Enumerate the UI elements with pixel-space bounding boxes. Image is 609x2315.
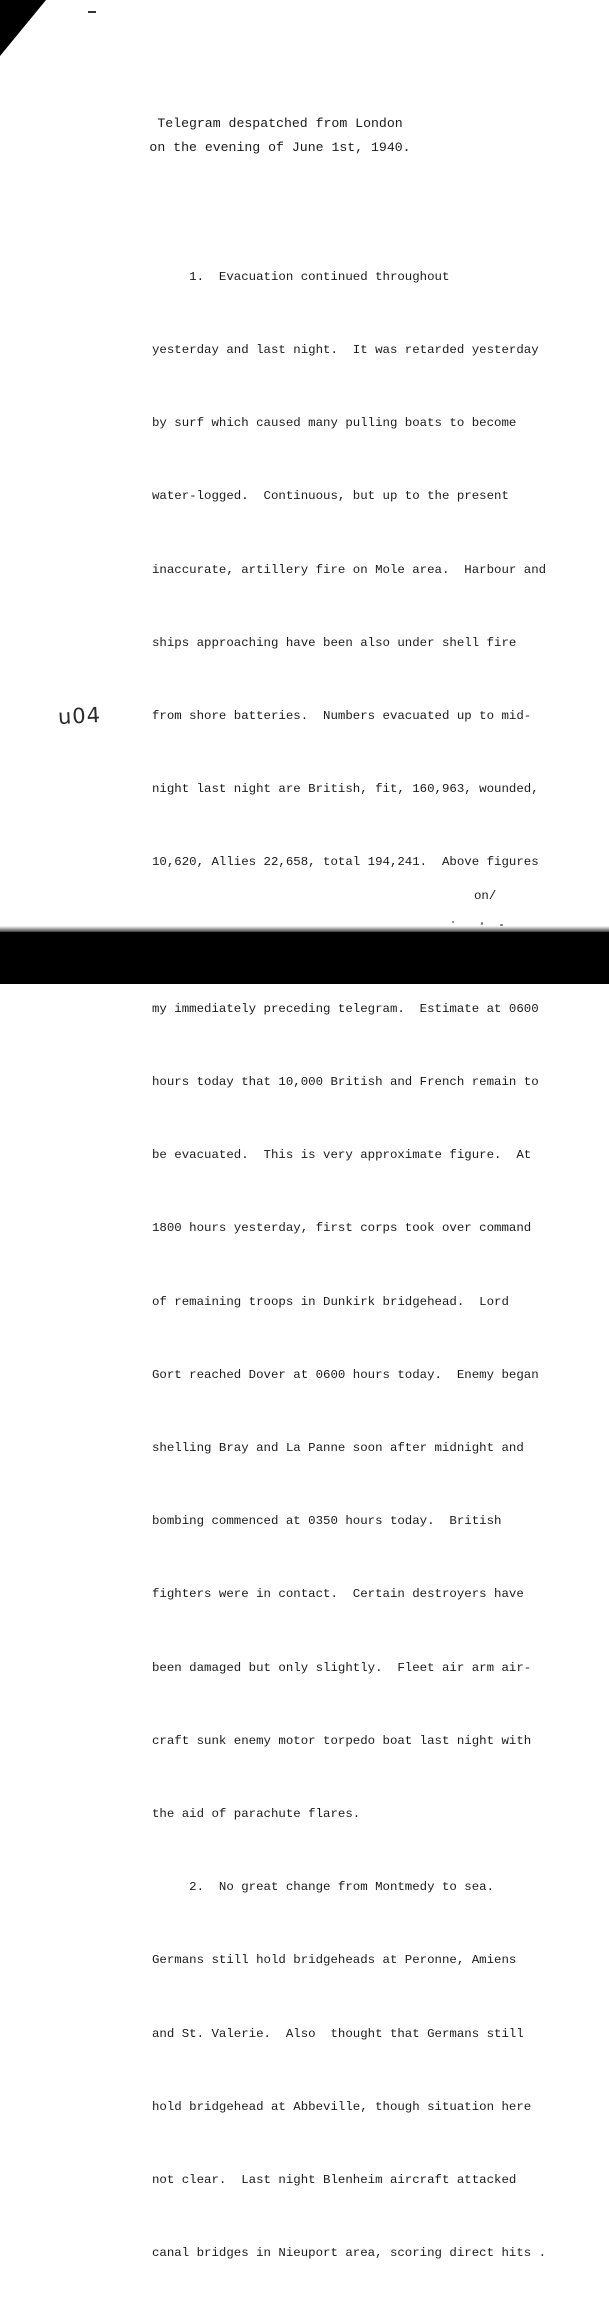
body-line: been damaged but only slightly. Fleet air arm air-: [152, 1660, 532, 1675]
scan-speck: [481, 922, 483, 925]
scan-corner-shadow: [0, 0, 46, 56]
body-line: ships approaching have been also under shell fire: [152, 635, 517, 650]
body-line: be evacuated. This is very approximate figure. At: [152, 1148, 532, 1163]
body-line: from shore batteries. Numbers evacuated up to mid-: [152, 709, 532, 724]
telegram-heading: [0, 112, 560, 160]
body-line: Germans still hold bridgeheads at Peronne, Amiens: [152, 1953, 517, 1968]
body-line: night last night are British, fit, 160,963, wounded,: [152, 782, 539, 797]
continuation-marker: on/: [474, 889, 497, 903]
body-line: of remaining troops in Dunkirk bridgehead. Lord: [152, 1294, 509, 1309]
body-line: by surf which caused many pulling boats to become: [152, 416, 517, 431]
body-line: inaccurate, artillery fire on Mole area. Harbour and: [152, 562, 547, 577]
scan-bottom-edge: [0, 932, 609, 984]
body-line: 1. Evacuation continued throughout: [152, 269, 450, 284]
body-line: and St. Valerie. Also thought that Germans still: [152, 2026, 524, 2041]
heading-line-2: on the evening of June 1st, 1940.: [149, 140, 411, 155]
body-line: hold bridgehead at Abbeville, though situation here: [152, 2099, 532, 2114]
telegram-body: [152, 216, 547, 2315]
body-line: hours today that 10,000 British and French remain to: [152, 1075, 539, 1090]
body-line: water-logged. Continuous, but up to the present: [152, 489, 509, 504]
body-line: craft sunk enemy motor torpedo boat last night with: [152, 1733, 532, 1748]
body-line: the aid of parachute flares.: [152, 1807, 361, 1822]
heading-line-1: Telegram despatched from London: [157, 116, 403, 131]
body-line: yesterday and last night. It was retarded yesterday: [152, 343, 539, 358]
scan-mark: [88, 11, 96, 13]
body-line: 10,620, Allies 22,658, total 194,241. Above figures: [152, 855, 539, 870]
body-line: my immediately preceding telegram. Estimate at 0600: [152, 1001, 539, 1016]
body-line: shelling Bray and La Panne soon after midnight and: [152, 1441, 524, 1456]
body-line: Gort reached Dover at 0600 hours today. Enemy began: [152, 1367, 539, 1382]
body-line: fighters were in contact. Certain destroyers have: [152, 1587, 524, 1602]
body-line: canal bridges in Nieuport area, scoring direct hits .: [152, 2246, 547, 2261]
body-line: 1800 hours yesterday, first corps took over command: [152, 1221, 532, 1236]
body-line: 2. No great change from Montmedy to sea.: [152, 1880, 495, 1895]
body-line: bombing commenced at 0350 hours today. British: [152, 1514, 502, 1529]
scan-speck: [452, 921, 454, 923]
body-line: not clear. Last night Blenheim aircraft attacked: [152, 2173, 517, 2188]
handwritten-margin-note: u04: [57, 702, 102, 730]
